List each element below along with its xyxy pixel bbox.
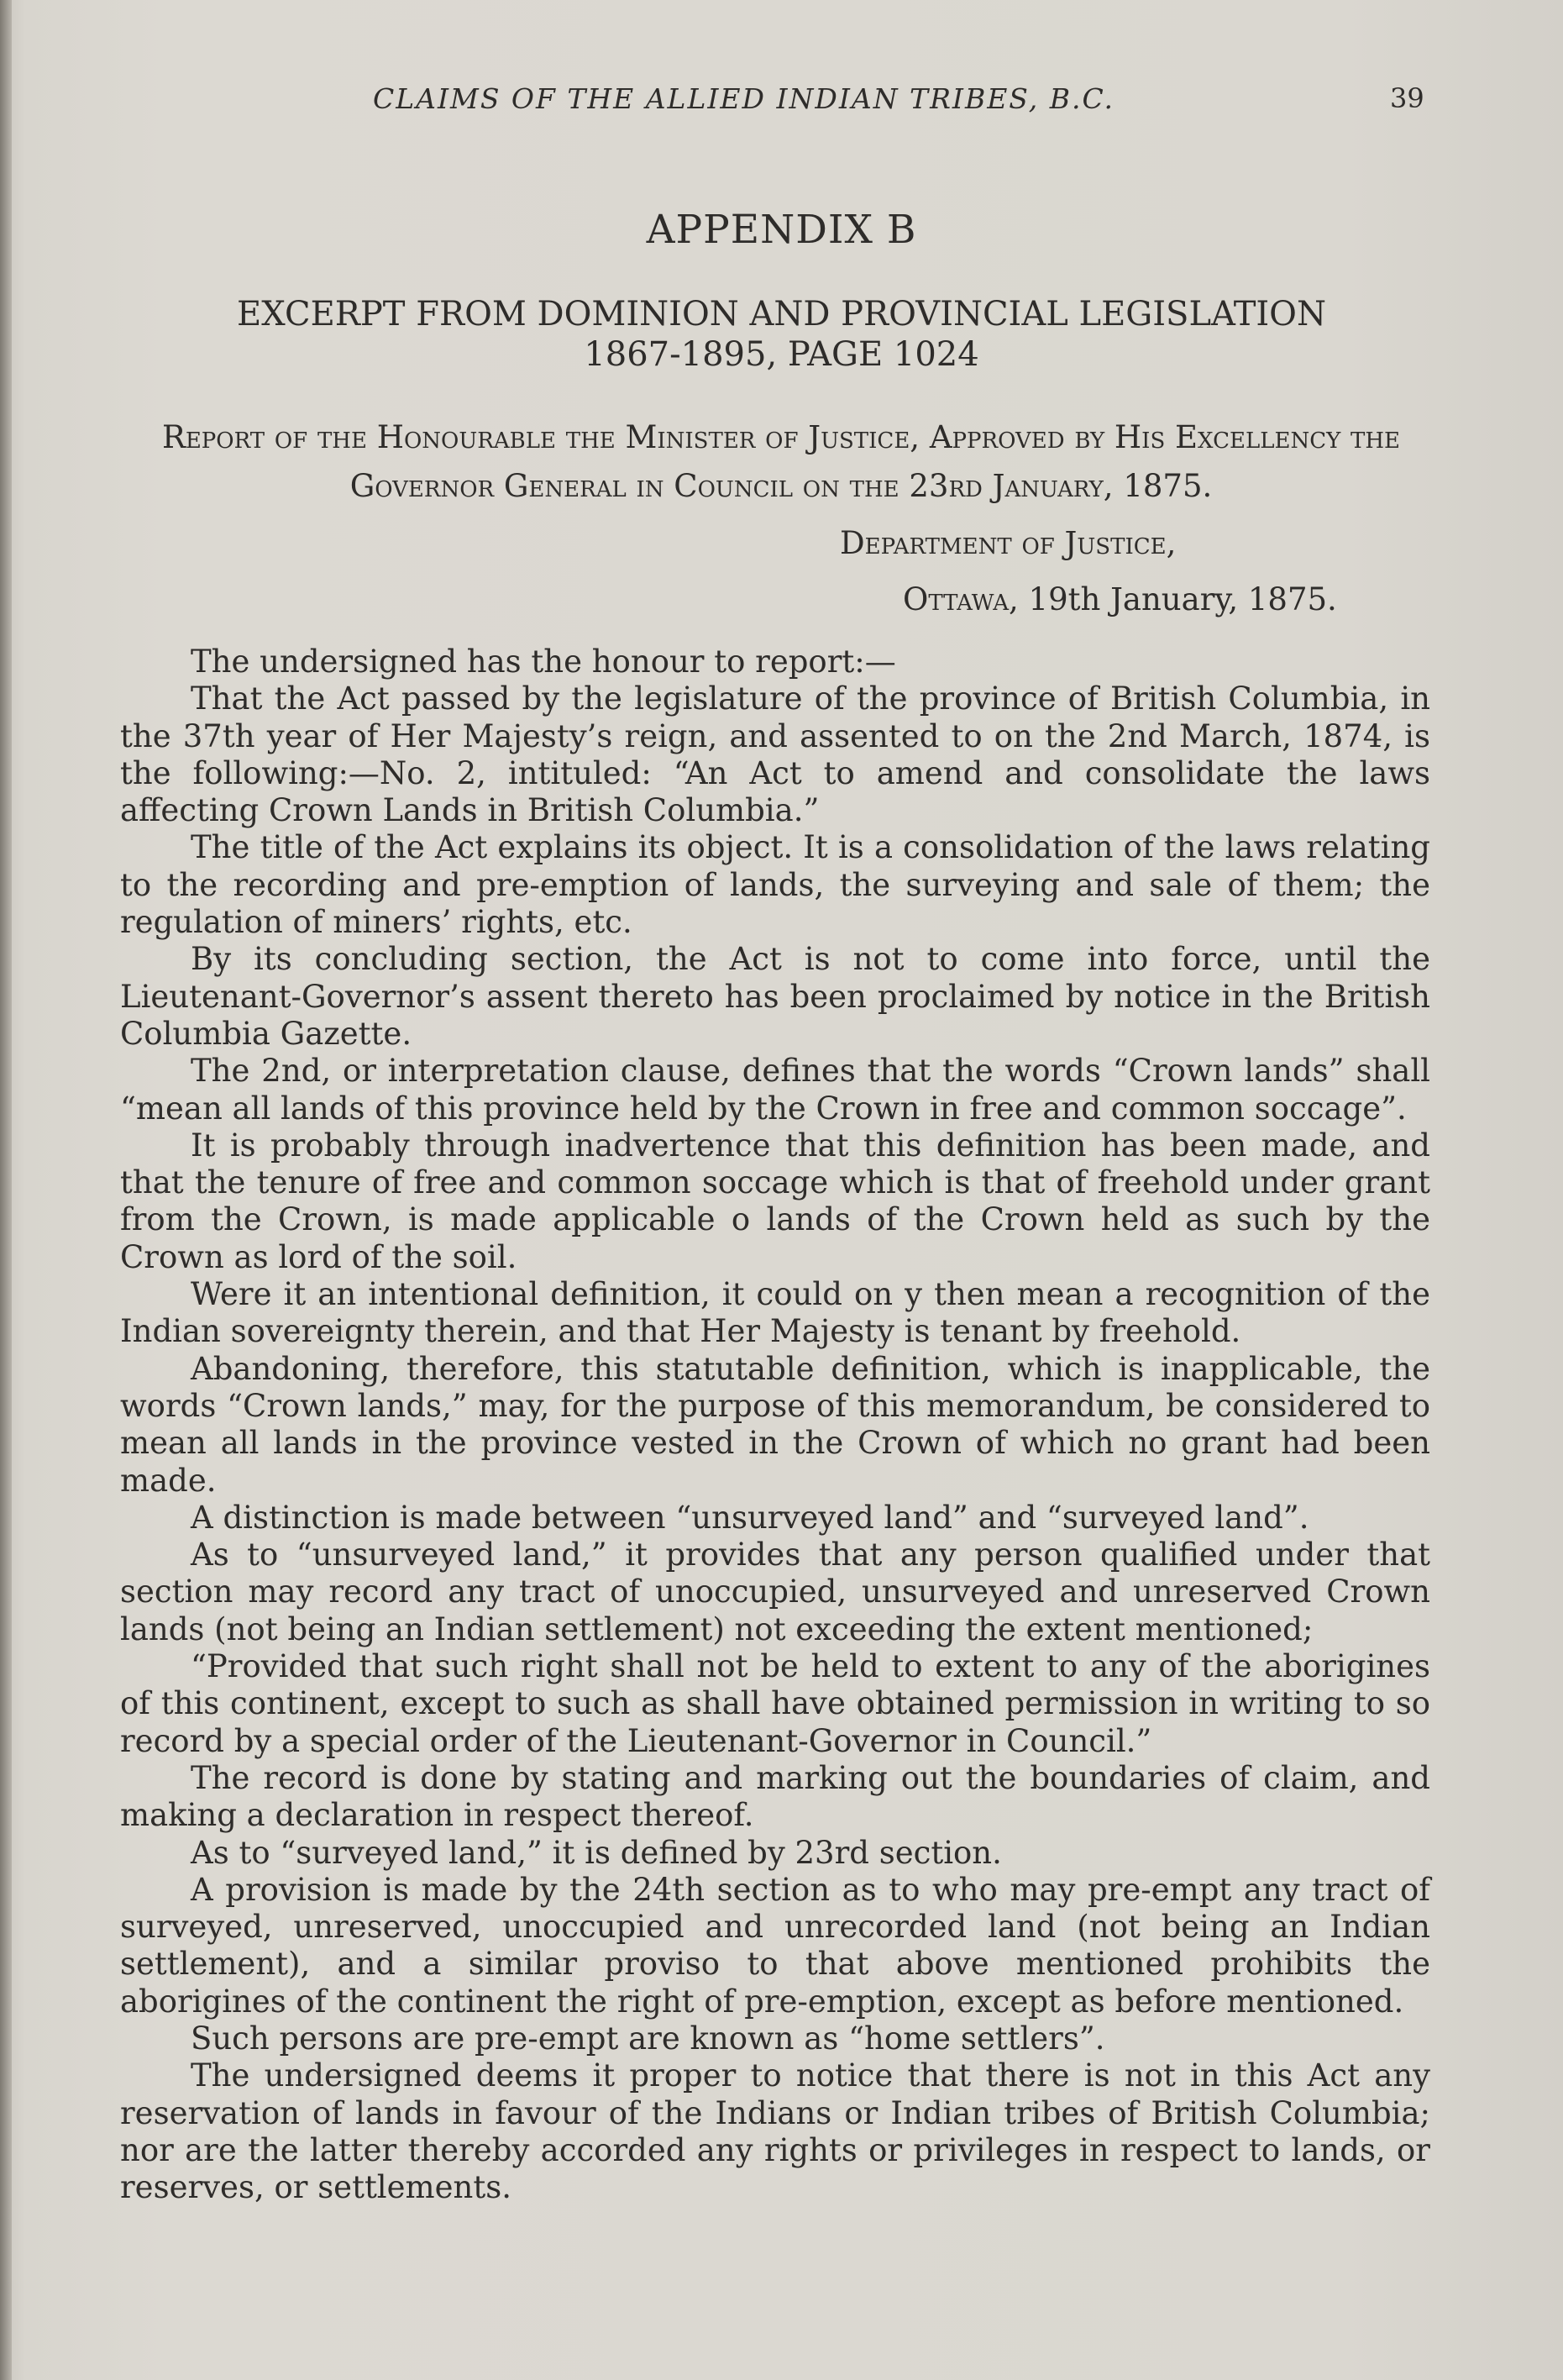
body-text	[120, 644, 1430, 2206]
paragraph: The title of the Act explains its object. It is a consolidation of the laws relating to the recording and pre-emption of lands, the surveying and sale of them; the regulation of miners’ rights, etc.	[120, 829, 1430, 941]
paragraph: A provision is made by the 24th section as to who may pre-empt any tract of surveyed, unreserved, unoccupied and unrecorded land (not being an Indian settlement), and a similar proviso to that above mentioned prohibits the aborigines of the continent the right of pre-emption, except as before mentioned.	[120, 1871, 1430, 2020]
paragraph: It is probably through inadvertence that this definition has been made, and that the tenure of free and common soccage which is that of freehold under grant from the Crown, is made applicable o lands of the Crown held as such by the Crown as lord of the soil.	[120, 1127, 1430, 1275]
paragraph: “Provided that such right shall not be held to extent to any of the aborigines of this continent, except to such as shall have obtained permission in writing to so record by a special order of the Lieutenant-Governor in Council.”	[120, 1648, 1430, 1759]
paragraph: Such persons are pre-empt are known as “home settlers”.	[191, 2020, 1105, 2057]
excerpt-title	[0, 294, 1563, 375]
dateline-date: 19th January, 1875.	[1018, 581, 1337, 617]
paragraph: A distinction is made between “unsurveyed land” and “surveyed land”.	[191, 1499, 1309, 1536]
excerpt-title-line-1: EXCERPT FROM DOMINION AND PROVINCIAL LEGISLATION	[237, 295, 1326, 334]
paragraph: The undersigned has the honour to report:—	[191, 644, 896, 680]
paragraph: As to “unsurveyed land,” it provides that any person qualified under that section may record any tract of unoccupied, unsurveyed and unreserved Crown lands (not being an Indian settlement) not exceeding the extent mentioned;	[120, 1537, 1430, 1647]
running-head	[0, 82, 1563, 124]
page-number: 39	[1390, 82, 1424, 114]
paragraph: Abandoning, therefore, this statutable definition, which is inapplicable, the words “Crown lands,” may, for the purpose of this memorandum, be considered to mean all lands in the province vested in the Crown of which no grant had been made.	[120, 1350, 1430, 1499]
paragraph: As to “surveyed land,” it is defined by 23rd section.	[191, 1834, 1002, 1871]
running-title: CLAIMS OF THE ALLIED INDIAN TRIBES, B.C.	[373, 82, 1115, 115]
paragraph: The 2nd, or interpretation clause, defines that the words “Crown lands” shall “mean all lands of this province held by the Crown in free and common soccage”.	[120, 1053, 1430, 1127]
paragraph: The record is done by stating and marking out the boundaries of claim, and making a declaration in respect thereof.	[120, 1759, 1430, 1834]
paragraph: By its concluding section, the Act is not to come into force, until the Lieutenant-Governor’s assent thereto has been proclaimed by notice in the British Columbia Gazette.	[120, 941, 1430, 1052]
dateline-place: Ottawa,	[903, 581, 1019, 617]
excerpt-title-line-2: 1867-1895, PAGE 1024	[584, 335, 979, 374]
dateline-place-date	[903, 581, 1508, 617]
dateline-department: Department of Justice,	[840, 525, 1177, 561]
paragraph: The undersigned deems it proper to notice that there is not in this Act any reservation of lands in favour of the Indians or Indian tribes of British Columbia; nor are the latter thereby accorded any rights or privileges in respect to lands, or reserves, or settlements.	[120, 2057, 1430, 2206]
appendix-title: APPENDIX B	[646, 207, 917, 253]
report-title: Report of the Honourable the Minister of Justice, Approved by His Excellency the Governor General in Council on the 23rd January, 1875.	[161, 419, 1401, 504]
paragraph: That the Act passed by the legislature of the province of British Columbia, in the 37th year of Her Majesty’s reign, and assented to on the 2nd March, 1874, is the following:—No. 2, intituled: “An Act to amend and consolidate the laws affecting Crown Lands in British Columbia.”	[120, 680, 1430, 829]
paragraph: Were it an intentional definition, it could on y then mean a recognition of the Indian sovereignty therein, and that Her Majesty is tenant by freehold.	[120, 1276, 1430, 1350]
